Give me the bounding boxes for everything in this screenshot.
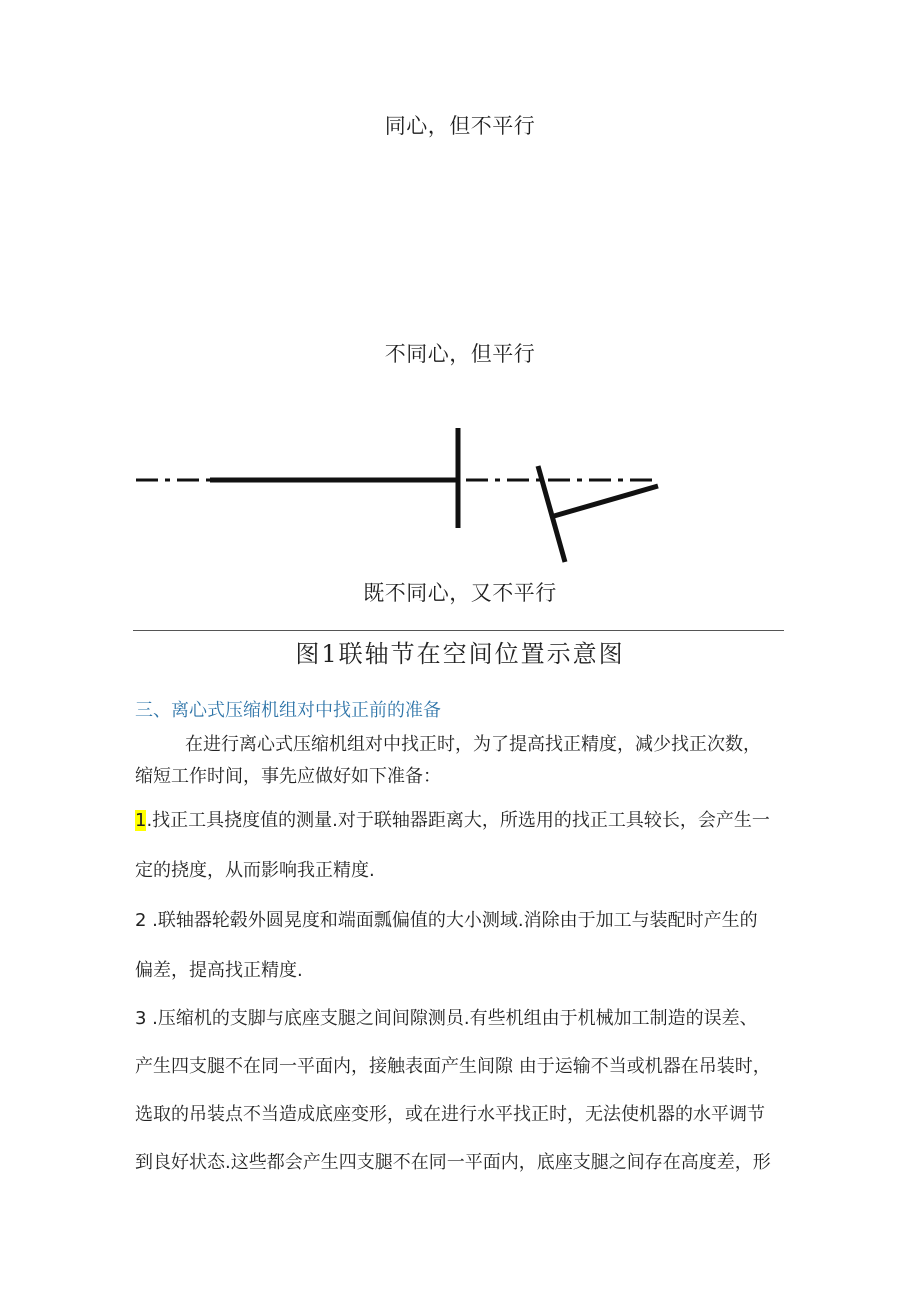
intro-line-2: 缩短工作时间，事先应做好如下准备： [135, 766, 441, 787]
item-3-number: 3 [135, 1008, 147, 1029]
coupling-diagram [130, 420, 662, 570]
item-1-number: 1 [135, 810, 147, 831]
item-2-line-1 [135, 906, 758, 932]
item-2-line-2: 偏差，提高找正精度. [135, 960, 303, 981]
item-3-line-4: 到良好状态.这些都会产生四支腿不在同一平面内，底座支腿之间存在高度差，形 [135, 1152, 771, 1173]
item-2-number: 2 [135, 910, 147, 931]
caption-neither: 既不同心，又不平行 [363, 581, 557, 605]
caption-concentric-not-parallel: 同心，但不平行 [384, 114, 536, 138]
item-2-text: .联轴器轮毂外圆晃度和端面瓢偏值的大小测域.消除由于加工与装配时产生的 [146, 910, 758, 931]
item-1-text: .找正工具挠度值的测量.对于联轴器距离大，所选用的找正工具较长，会产生一 [146, 810, 770, 831]
item-3-text: .压缩机的支脚与底座支腿之间间隙测员.有些机组由于机械加工制造的误差、 [146, 1008, 758, 1029]
item-1-line-1 [135, 806, 770, 832]
divider [133, 630, 784, 631]
item-3-line-1 [135, 1004, 758, 1030]
figure-title: 图1联轴节在空间位置示意图 [295, 640, 625, 668]
item-3-line-2: 产生四支腿不在同一平面内，接触表面产生间隙 由于运输不当或机器在吊装时， [135, 1056, 771, 1077]
caption-parallel-not-concentric: 不同心，但平行 [384, 342, 536, 366]
section-heading: 三、离心式压缩机组对中找正前的准备 [135, 700, 441, 721]
item-1-line-2: 定的挠度，从而影响我正精度. [135, 860, 375, 881]
shaft-right [554, 486, 658, 516]
item-3-line-3: 选取的吊装点不当造成底座变形，或在进行水平找正时，无法使机器的水平调节 [135, 1104, 765, 1125]
intro-line-1: 在进行离心式压缩机组对中找正时，为了提高找正精度，减少找正次数， [185, 734, 761, 755]
